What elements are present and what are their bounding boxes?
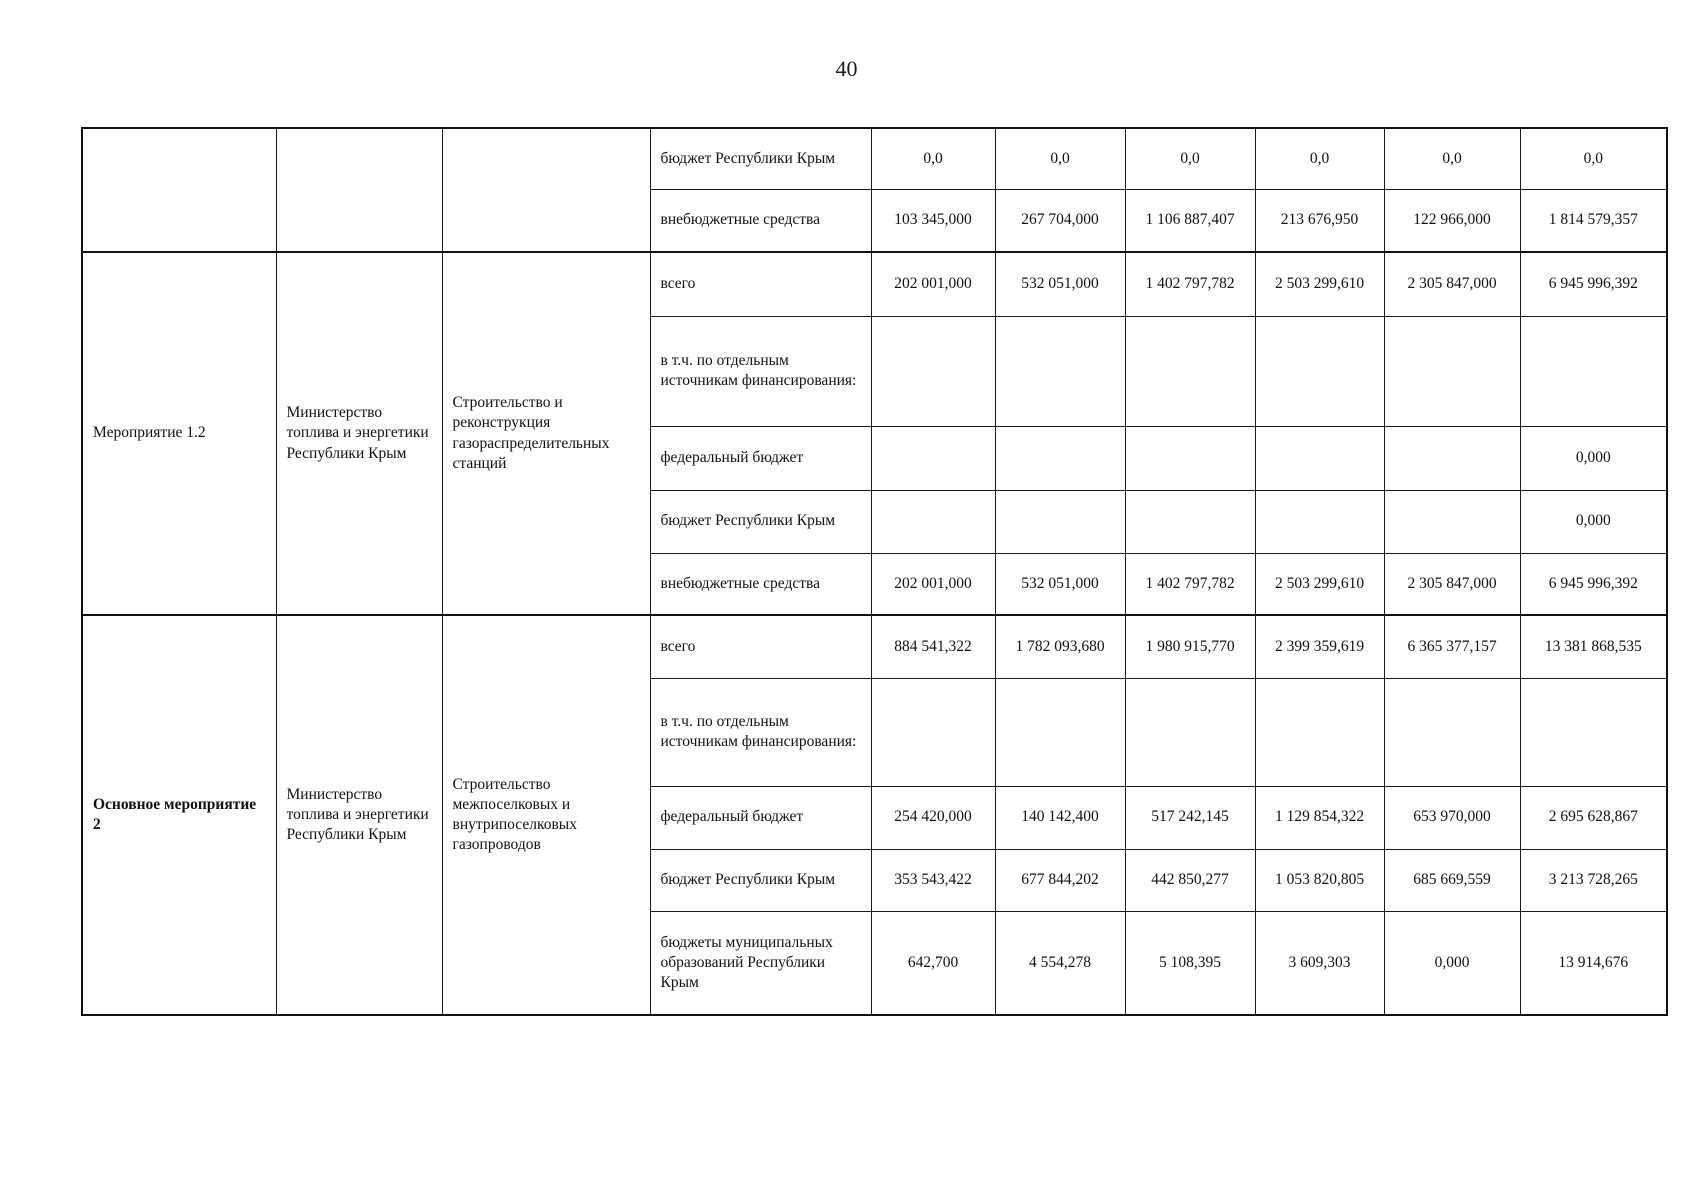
value-cell: 202 001,000 — [871, 252, 995, 316]
value-cell: 213 676,950 — [1255, 189, 1384, 252]
value-cell: 677 844,202 — [995, 849, 1125, 911]
value-cell: 2 305 847,000 — [1384, 252, 1520, 316]
value-cell — [1384, 426, 1520, 490]
value-cell: 0,0 — [1125, 128, 1255, 189]
value-cell: 122 966,000 — [1384, 189, 1520, 252]
value-cell: 884 541,322 — [871, 615, 995, 678]
value-cell: 0,0 — [995, 128, 1125, 189]
value-cell — [871, 426, 995, 490]
value-cell: 442 850,277 — [1125, 849, 1255, 911]
value-cell: 0,0 — [1520, 128, 1667, 189]
value-cell: 0,0 — [1384, 128, 1520, 189]
source-label: внебюджетные средства — [650, 553, 871, 615]
source-label: всего — [650, 615, 871, 678]
source-label: бюджет Республики Крым — [650, 128, 871, 189]
executor-cell: Министерство топлива и энергетики Республики Крым — [276, 252, 442, 615]
value-cell: 6 945 996,392 — [1520, 553, 1667, 615]
value-cell — [871, 678, 995, 786]
value-cell — [871, 490, 995, 553]
value-cell: 653 970,000 — [1384, 786, 1520, 849]
value-cell: 353 543,422 — [871, 849, 995, 911]
value-cell: 1 782 093,680 — [995, 615, 1125, 678]
value-cell: 6 365 377,157 — [1384, 615, 1520, 678]
table-row — [82, 128, 1667, 189]
value-cell: 202 001,000 — [871, 553, 995, 615]
event-name-cell: Основное мероприятие 2 — [82, 615, 276, 1015]
value-cell: 517 242,145 — [1125, 786, 1255, 849]
goal-cell: Строительство и реконструкция газораспределительных станций — [442, 252, 650, 615]
financing-table — [81, 127, 1668, 1016]
value-cell: 1 814 579,357 — [1520, 189, 1667, 252]
value-cell: 1 106 887,407 — [1125, 189, 1255, 252]
value-cell — [1125, 426, 1255, 490]
value-cell — [995, 490, 1125, 553]
value-cell: 1 053 820,805 — [1255, 849, 1384, 911]
value-cell — [1255, 678, 1384, 786]
source-label: в т.ч. по отдельным источникам финансирования: — [650, 316, 871, 426]
value-cell: 13 381 868,535 — [1520, 615, 1667, 678]
source-label: бюджеты муниципальных образований Республики Крым — [650, 911, 871, 1015]
value-cell — [1125, 678, 1255, 786]
value-cell — [1125, 490, 1255, 553]
value-cell: 6 945 996,392 — [1520, 252, 1667, 316]
value-cell: 0,000 — [1520, 490, 1667, 553]
executor-cell — [276, 128, 442, 252]
value-cell — [995, 316, 1125, 426]
value-cell: 103 345,000 — [871, 189, 995, 252]
value-cell: 2 695 628,867 — [1520, 786, 1667, 849]
value-cell: 2 503 299,610 — [1255, 252, 1384, 316]
value-cell — [1384, 316, 1520, 426]
value-cell: 140 142,400 — [995, 786, 1125, 849]
value-cell: 1 129 854,322 — [1255, 786, 1384, 849]
goal-cell: Строительство межпоселковых и внутрипоселковых газопроводов — [442, 615, 650, 1015]
source-label: всего — [650, 252, 871, 316]
value-cell — [871, 316, 995, 426]
source-label: федеральный бюджет — [650, 786, 871, 849]
source-label: в т.ч. по отдельным источникам финансирования: — [650, 678, 871, 786]
value-cell: 4 554,278 — [995, 911, 1125, 1015]
value-cell: 1 402 797,782 — [1125, 252, 1255, 316]
executor-cell: Министерство топлива и энергетики Республики Крым — [276, 615, 442, 1015]
value-cell: 0,000 — [1384, 911, 1520, 1015]
value-cell: 2 399 359,619 — [1255, 615, 1384, 678]
value-cell — [1384, 490, 1520, 553]
event-name-cell — [82, 128, 276, 252]
table-row — [82, 252, 1667, 316]
event-name-cell: Мероприятие 1.2 — [82, 252, 276, 615]
value-cell — [1255, 490, 1384, 553]
value-cell: 3 213 728,265 — [1520, 849, 1667, 911]
value-cell: 1 980 915,770 — [1125, 615, 1255, 678]
value-cell: 532 051,000 — [995, 553, 1125, 615]
value-cell — [1255, 316, 1384, 426]
value-cell: 0,0 — [871, 128, 995, 189]
value-cell — [1384, 678, 1520, 786]
value-cell: 3 609,303 — [1255, 911, 1384, 1015]
page-number: 40 — [835, 56, 858, 81]
value-cell — [1255, 426, 1384, 490]
value-cell — [995, 426, 1125, 490]
value-cell: 2 305 847,000 — [1384, 553, 1520, 615]
source-label: внебюджетные средства — [650, 189, 871, 252]
value-cell — [995, 678, 1125, 786]
value-cell: 5 108,395 — [1125, 911, 1255, 1015]
table-row — [82, 615, 1667, 678]
value-cell: 532 051,000 — [995, 252, 1125, 316]
source-label: федеральный бюджет — [650, 426, 871, 490]
value-cell: 2 503 299,610 — [1255, 553, 1384, 615]
value-cell: 267 704,000 — [995, 189, 1125, 252]
value-cell — [1520, 316, 1667, 426]
value-cell: 0,0 — [1255, 128, 1384, 189]
value-cell: 685 669,559 — [1384, 849, 1520, 911]
value-cell: 13 914,676 — [1520, 911, 1667, 1015]
value-cell: 0,000 — [1520, 426, 1667, 490]
value-cell: 254 420,000 — [871, 786, 995, 849]
value-cell — [1520, 678, 1667, 786]
value-cell: 1 402 797,782 — [1125, 553, 1255, 615]
goal-cell — [442, 128, 650, 252]
source-label: бюджет Республики Крым — [650, 849, 871, 911]
value-cell: 642,700 — [871, 911, 995, 1015]
value-cell — [1125, 316, 1255, 426]
source-label: бюджет Республики Крым — [650, 490, 871, 553]
